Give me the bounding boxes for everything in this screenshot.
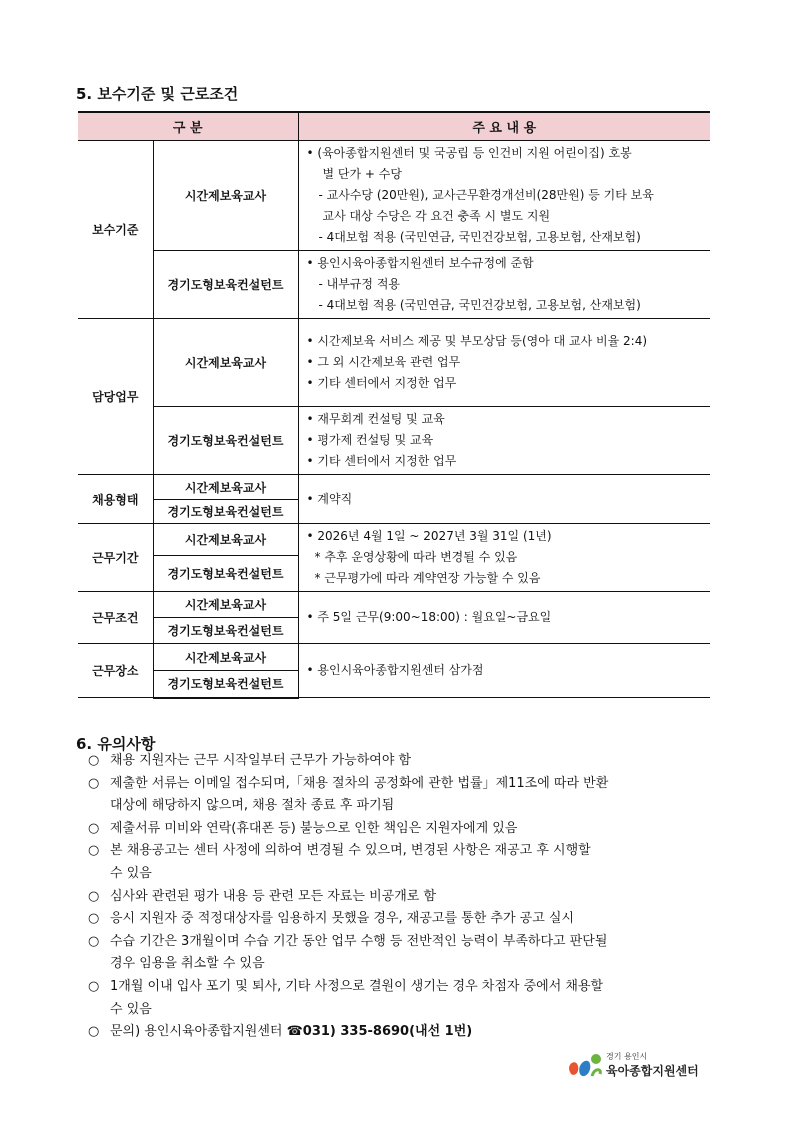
list-item <box>88 886 738 909</box>
category-cell: 근무조건 <box>78 592 153 644</box>
list-item <box>88 976 738 1021</box>
circle-bullet-icon: ○ <box>88 753 100 768</box>
sub-category-cell: 경기도형보육컨설턴트 <box>153 407 298 475</box>
sub-category-cell: 경기도형보육컨설턴트 <box>153 556 298 592</box>
note-line: 1개월 이내 입사 포기 및 퇴사, 기타 사정으로 결원이 생기는 경우 차점자 중에서 채용할 <box>110 978 604 994</box>
contact-phone: ☎031) 335-8690(내선 1번) <box>286 1024 473 1040</box>
note-line: 수 있음 <box>110 865 152 881</box>
logo-line-1: 경기 용인시 <box>606 1052 648 1061</box>
content-line: * 근무평가에 따라 계약연장 가능할 수 있음 <box>314 571 541 585</box>
logo-mark-icon <box>566 1050 604 1080</box>
list-item <box>88 773 738 818</box>
circle-bullet-icon: ○ <box>88 911 100 927</box>
category-cell: 채용형태 <box>78 475 153 524</box>
section-5-title: 5. 보수기준 및 근로조건 <box>76 85 239 103</box>
content-line: • (육아종합지원센터 및 국공립 등 인건비 지원 어린이집) 호봉 <box>306 146 632 160</box>
circle-bullet-icon: ○ <box>88 820 100 836</box>
sub-category-cell: 시간제보육교사 <box>153 524 298 556</box>
circle-bullet-icon: ○ <box>88 1024 100 1040</box>
content-line: • 기타 센터에서 지정한 업무 <box>306 454 457 468</box>
list-item <box>88 750 738 773</box>
sub-category-cell: 경기도형보육컨설턴트 <box>153 251 298 319</box>
section-6-title: 6. 유의사항 <box>76 735 156 753</box>
logo-line-2: 육아종합지원센터 <box>606 1064 699 1078</box>
content-cell <box>298 644 710 698</box>
content-line: - 내부규정 적용 <box>318 277 401 291</box>
list-item <box>88 818 738 841</box>
sub-category-cell: 경기도형보육컨설턴트 <box>153 618 298 644</box>
note-line: 본 채용공고는 센터 사정에 의하여 변경될 수 있으며, 변경된 사항은 재공고 후 시행할 <box>110 843 591 859</box>
content-cell <box>298 319 710 407</box>
content-cell <box>298 407 710 475</box>
notes-list <box>88 750 738 1044</box>
contact-prefix: 문의) 용인시육아종합지원센터 <box>110 1024 287 1040</box>
content-line: • 재무회계 컨설팅 및 교육 <box>306 412 445 426</box>
center-logo <box>566 1050 716 1082</box>
content-line: 교사 대상 수당은 각 요건 충족 시 별도 지원 <box>322 209 551 223</box>
circle-bullet-icon: ○ <box>88 933 100 949</box>
sub-category-cell: 시간제보육교사 <box>153 592 298 618</box>
note-line: 채용 지원자는 근무 시작일부터 근무가 가능하여야 함 <box>110 753 412 768</box>
content-line: - 4대보험 적용 (국민연금, 국민건강보험, 고용보험, 산재보험) <box>318 230 641 244</box>
header-category: 구 분 <box>78 112 298 141</box>
note-line: 경우 임용을 취소할 수 있음 <box>110 956 265 972</box>
category-cell: 근무기간 <box>78 524 153 592</box>
category-cell: 보수기준 <box>78 141 153 319</box>
content-line: - 교사수당 (20만원), 교사근무환경개선비(28만원) 등 기타 보육 <box>318 188 654 202</box>
category-cell: 근무장소 <box>78 644 153 698</box>
note-line: 수습 기간은 3개월이며 수습 기간 동안 업무 수행 등 전반적인 능력이 부족하다고 판단될 <box>110 933 608 949</box>
content-line: • 용인시육아종합지원센터 보수규정에 준함 <box>306 256 534 270</box>
list-item <box>88 840 738 885</box>
note-line: 응시 지원자 중 적정대상자를 임용하지 못했을 경우, 재공고를 통한 추가 공고 실시 <box>110 911 575 927</box>
content-cell <box>298 592 710 644</box>
content-line: • 용인시육아종합지원센터 삼가점 <box>306 663 484 677</box>
circle-bullet-icon: ○ <box>88 775 100 791</box>
work-conditions-table <box>78 111 710 699</box>
note-line: 제출한 서류는 이메일 접수되며,「채용 절차의 공정화에 관한 법률」제11조에 따라 반환 <box>110 775 609 791</box>
sub-category-cell: 경기도형보육컨설턴트 <box>153 500 298 524</box>
note-line: 심사와 관련된 평가 내용 등 관련 모든 자료는 비공개로 함 <box>110 888 437 904</box>
content-cell <box>298 475 710 524</box>
contact-item <box>88 1021 738 1044</box>
content-cell <box>298 524 710 592</box>
circle-bullet-icon: ○ <box>88 843 100 859</box>
sub-category-cell: 경기도형보육컨설턴트 <box>153 671 298 698</box>
list-item <box>88 908 738 931</box>
category-cell: 담당업무 <box>78 319 153 475</box>
note-line: 대상에 해당하지 않으며, 채용 절차 종료 후 파기됨 <box>110 798 395 814</box>
content-line: • 그 외 시간제보육 관련 업무 <box>306 355 461 369</box>
sub-category-cell: 시간제보육교사 <box>153 141 298 251</box>
note-line: 제출서류 미비와 연락(휴대폰 등) 불능으로 인한 책임은 지원자에게 있음 <box>110 820 518 836</box>
sub-category-cell: 시간제보육교사 <box>153 644 298 671</box>
content-line: • 기타 센터에서 지정한 업무 <box>306 376 457 390</box>
content-cell <box>298 251 710 319</box>
content-line: • 평가제 컨설팅 및 교육 <box>306 433 434 447</box>
content-cell <box>298 141 710 251</box>
content-line: * 추후 운영상황에 따라 변경될 수 있음 <box>314 550 518 564</box>
content-line: • 시간제보육 서비스 제공 및 부모상담 등(영아 대 교사 비율 2:4) <box>306 334 648 348</box>
content-line: • 주 5일 근무(9:00~18:00) : 월요일~금요일 <box>306 610 552 624</box>
sub-category-cell: 시간제보육교사 <box>153 319 298 407</box>
circle-bullet-icon: ○ <box>88 978 100 994</box>
content-line: - 4대보험 적용 (국민연금, 국민건강보험, 고용보험, 산재보험) <box>318 298 641 312</box>
header-content: 주 요 내 용 <box>298 112 710 141</box>
content-line: • 계약직 <box>306 491 353 506</box>
content-line: 별 단가 + 수당 <box>322 167 402 181</box>
content-line: • 2026년 4월 1일 ~ 2027년 3월 31일 (1년) <box>306 529 552 543</box>
list-item <box>88 931 738 976</box>
note-line: 수 있음 <box>110 1001 152 1017</box>
sub-category-cell: 시간제보육교사 <box>153 475 298 500</box>
circle-bullet-icon: ○ <box>88 888 100 904</box>
